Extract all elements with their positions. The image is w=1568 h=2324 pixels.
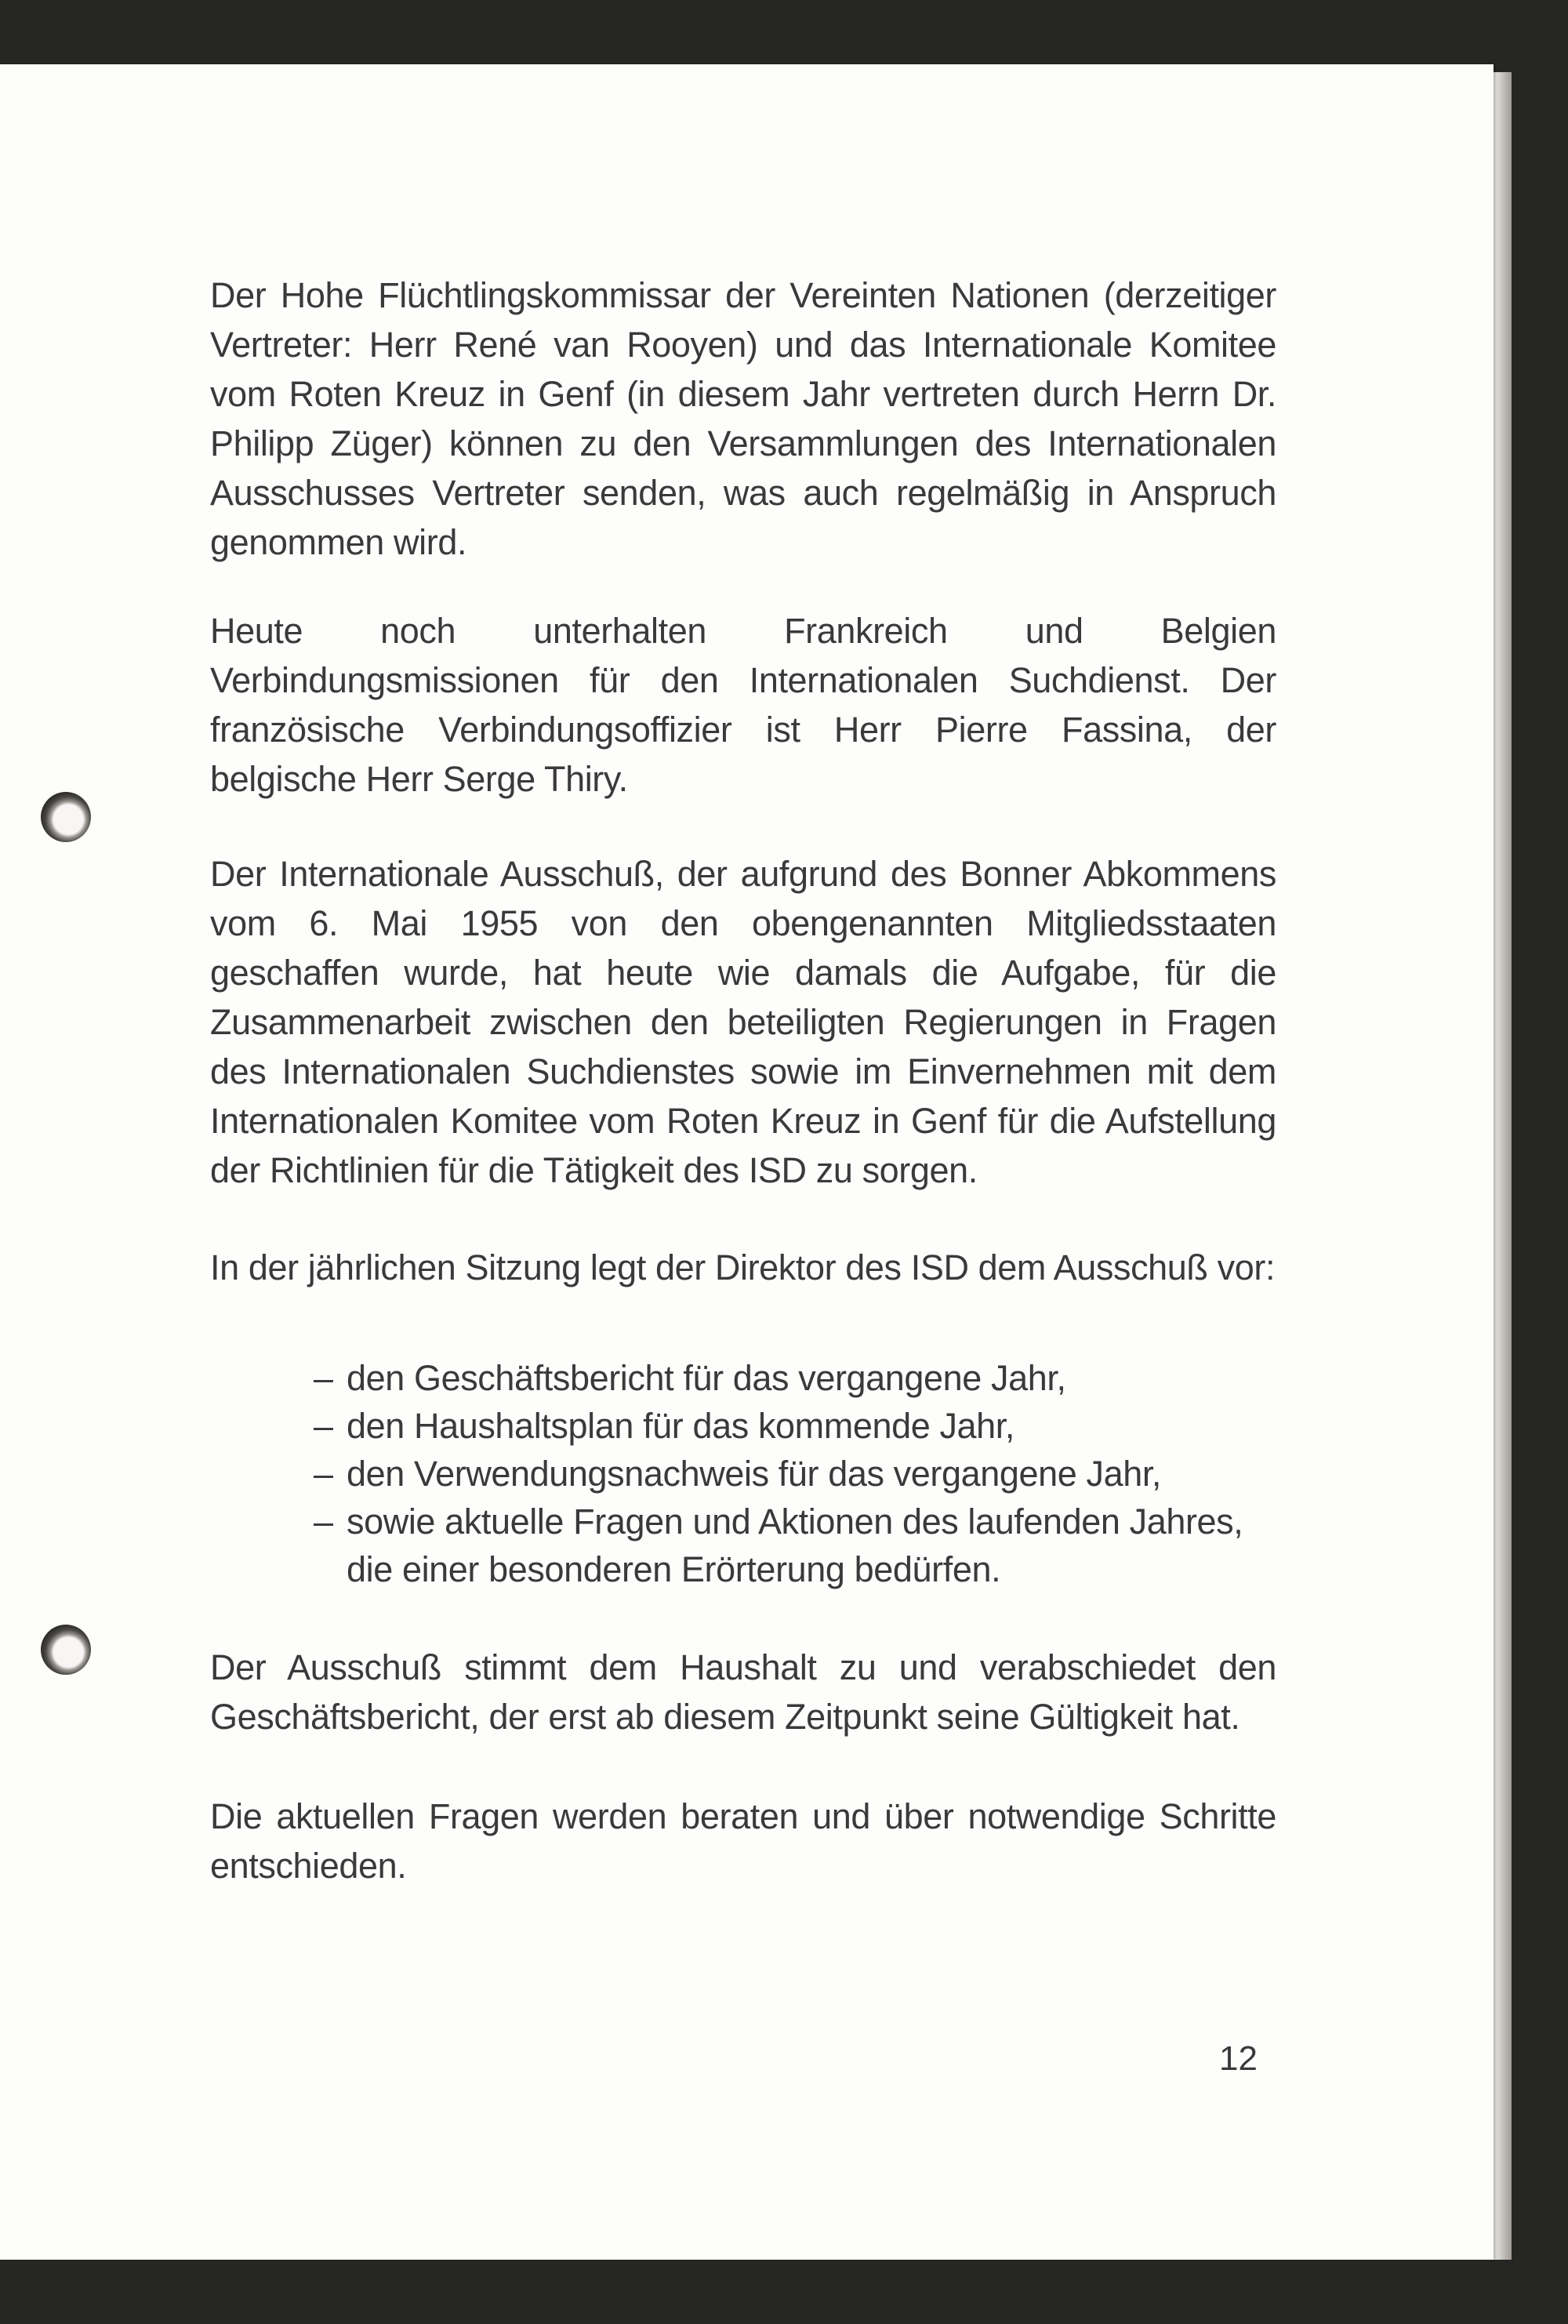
paragraph-current-questions (210, 1792, 1276, 1890)
list-dash: – (314, 1502, 333, 1541)
list-item (314, 1498, 1270, 1593)
paragraph-liaison-missions (210, 606, 1276, 804)
list-dash: – (314, 1454, 333, 1494)
paragraph-text: Heute noch unterhalten Frankreich und Belgien Verbindungsmissionen für den Internationalen Suchdienst. Der französische Verbindungsoffizier ist Herr Pierre Fassina, der belgische Herr Serge Thiry. (210, 611, 1276, 799)
page-number: 12 (1219, 2039, 1258, 2078)
paragraph-text: Der Internationale Ausschuß, der aufgrund des Bonner Abkommens vom 6. Mai 1955 von den obengenannten Mitgliedsstaaten geschaffen wurde, hat heute wie damals die Aufgabe, für die Zusammenarbeit zwischen den beteiligten Regierungen in Fragen des Internationalen Suchdienstes sowie im Einvernehmen mit dem Internationalen Komitee vom Roten Kreuz in Genf für die Aufstellung der Richtlinien für die Tätigkeit des ISD zu sorgen. (210, 854, 1276, 1190)
paragraph-committee-task (210, 849, 1276, 1195)
list-item (314, 1402, 1270, 1450)
paragraph-text: In der jährlichen Sitzung legt der Direktor des ISD dem Ausschuß vor: (210, 1247, 1276, 1287)
list-dash: – (314, 1406, 333, 1446)
paragraph-annual-session (210, 1243, 1276, 1292)
list-item-text: sowie aktuelle Fragen und Aktionen des laufenden Jahres, die einer besonderen Erörterung bedürfen. (347, 1502, 1243, 1589)
list-item (314, 1354, 1270, 1402)
paragraph-text: Der Ausschuß stimmt dem Haushalt zu und verabschiedet den Geschäftsbericht, der erst ab diesem Zeitpunkt seine Gültigkeit hat. (210, 1647, 1276, 1737)
list-item (314, 1450, 1270, 1498)
paragraph-budget-approval (210, 1643, 1276, 1741)
paragraph-text: Der Hohe Flüchtlingskommissar der Vereinten Nationen (derzeitiger Vertreter: Herr René van Rooyen) und das Internationale Komitee vom Roten Kreuz in Genf (in diesem Jahr vertreten durch Herrn Dr. Philipp Züger) können zu den Versammlungen des Internationalen Ausschusses Vertreter senden, was auch regelmäßig in Anspruch genommen wird. (210, 275, 1276, 562)
list-item-text: den Haushaltsplan für das kommende Jahr, (347, 1406, 1015, 1446)
paragraph-observers (210, 271, 1276, 567)
punch-hole-top (41, 792, 91, 842)
list-item-text: den Verwendungsnachweis für das vergangene Jahr, (347, 1454, 1162, 1494)
agenda-list (314, 1354, 1270, 1593)
list-dash: – (314, 1358, 333, 1398)
paragraph-text: Die aktuellen Fragen werden beraten und über notwendige Schritte entschieden. (210, 1796, 1276, 1886)
list-item-text: den Geschäftsbericht für das vergangene Jahr, (347, 1358, 1066, 1398)
punch-hole-bottom (41, 1625, 91, 1675)
